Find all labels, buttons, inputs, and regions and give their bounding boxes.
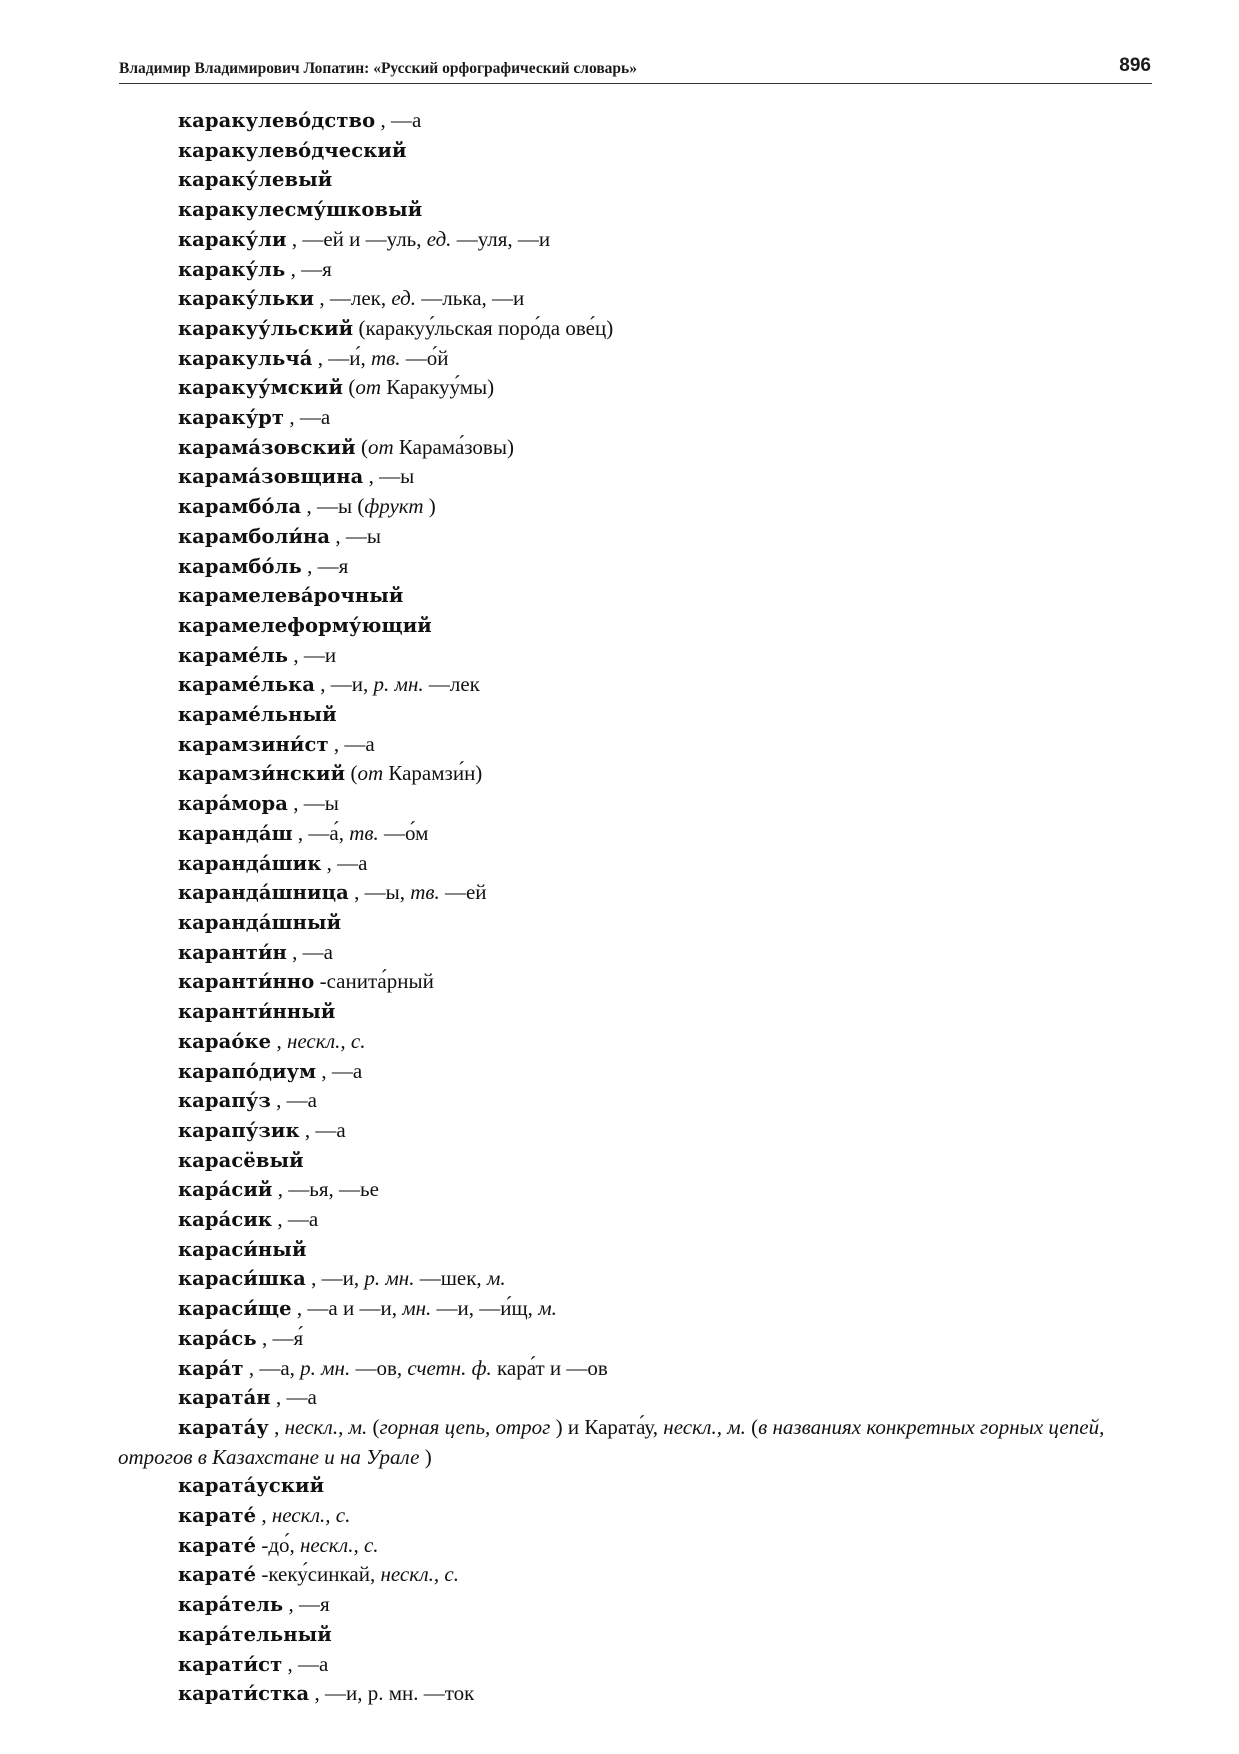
entry-text: —ов, — [350, 1355, 408, 1380]
entry-text: —о́м — [378, 820, 429, 845]
grammar-note: р. мн. — [373, 672, 424, 697]
grammar-note: нескл., с. — [300, 1532, 379, 1557]
entry-text: , —ы ( — [301, 494, 365, 519]
entry-text: , — [271, 1028, 287, 1053]
dictionary-entry — [118, 136, 1152, 166]
headword: кара́т — [178, 1356, 244, 1380]
entry-text: , —ы — [288, 791, 339, 816]
dictionary-entry — [118, 462, 1152, 492]
entry-text: , —ы — [330, 523, 382, 548]
grammar-note: от — [355, 375, 381, 400]
entry-text: , —а и —и, — [291, 1296, 403, 1321]
headword: карате́ — [178, 1504, 257, 1528]
headword: карамелева́рочный — [178, 584, 404, 608]
entry-text: , — [268, 1414, 285, 1439]
dictionary-entry — [118, 849, 1152, 879]
grammar-note: р. мн. — [364, 1266, 415, 1291]
entry-text: ) — [419, 1444, 432, 1469]
headword: карати́ст — [178, 1652, 283, 1676]
headword: кара́сь — [178, 1326, 257, 1350]
header-divider — [119, 83, 1152, 84]
entry-text: , —ы — [363, 464, 415, 489]
entry-text: , —а — [321, 850, 368, 875]
dictionary-entry — [118, 641, 1152, 671]
dictionary-entry — [118, 1620, 1152, 1650]
headword: карамелеформу́ющий — [178, 613, 432, 637]
dictionary-entry — [118, 1471, 1152, 1501]
dictionary-entry — [118, 1057, 1152, 1087]
entry-text: , —я — [283, 1592, 330, 1617]
entry-text: —шек, — [414, 1266, 487, 1291]
headword: карамбо́ла — [178, 495, 302, 519]
headword: карамболи́на — [178, 524, 331, 548]
headword: караси́шка — [178, 1267, 306, 1291]
dictionary-entry — [118, 284, 1152, 314]
headword: каракульча́ — [178, 346, 313, 370]
grammar-note: нескл., с. — [271, 1503, 351, 1528]
entry-text: —лек — [423, 672, 480, 697]
headword: карата́уский — [178, 1474, 325, 1498]
headword: каранда́шница — [178, 881, 349, 905]
dictionary-entry — [118, 1383, 1152, 1413]
dictionary-entry — [118, 1531, 1152, 1561]
headword: каранда́ш — [178, 821, 293, 845]
entry-text: , —а — [270, 1088, 317, 1113]
dictionary-entry — [118, 1086, 1152, 1116]
headword: каракуу́льский — [178, 316, 354, 340]
dictionary-entry — [118, 403, 1152, 433]
entry-text: , —я — [301, 553, 349, 578]
entry-text: Каракуу́мы) — [380, 375, 495, 400]
entry-text: , —а — [272, 1207, 319, 1232]
headword: карапо́диум — [178, 1059, 317, 1083]
dictionary-entry — [118, 997, 1152, 1027]
dictionary-entry — [118, 878, 1152, 908]
headword: кара́мора — [178, 792, 289, 816]
grammar-note: тв. — [410, 880, 440, 905]
entry-text: , —а — [328, 731, 375, 756]
entry-text: ( — [745, 1414, 759, 1439]
entry-text: , — [256, 1503, 272, 1528]
dictionary-entry — [118, 581, 1152, 611]
headword: караси́ный — [178, 1237, 307, 1261]
headword: каранда́шик — [178, 851, 322, 875]
headword: каранти́нно — [178, 970, 315, 994]
headword: карама́зовщина — [178, 465, 364, 489]
dictionary-entry — [118, 1235, 1152, 1265]
dictionary-entry — [118, 522, 1152, 552]
headword: каранти́н — [178, 940, 287, 964]
grammar-note: нескл., с. — [380, 1562, 459, 1587]
grammar-note: нескл., с. — [286, 1028, 366, 1053]
dictionary-entry — [118, 700, 1152, 730]
entry-text: , —а — [282, 1651, 329, 1676]
headword: кара́тельный — [178, 1622, 332, 1646]
grammar-note: ед. — [391, 286, 417, 311]
dictionary-entry — [118, 1501, 1152, 1531]
headword: карасёвый — [178, 1148, 304, 1172]
grammar-note: в названиях конкретных горных цепей, отрогов в Казахстане и на Урале — [118, 1414, 1105, 1469]
dictionary-entry — [118, 225, 1152, 255]
entry-text: ) и Карата́у, — [550, 1414, 664, 1439]
headword: караси́ще — [178, 1297, 292, 1321]
headword: карао́ке — [178, 1029, 272, 1053]
entry-text: ( — [367, 1414, 380, 1439]
entry-text: -кеку́синкай, — [256, 1562, 381, 1587]
grammar-note: р. мн. — [300, 1355, 351, 1380]
dictionary-entry — [118, 611, 1152, 641]
dictionary-entry — [118, 195, 1152, 225]
entry-text: -до́, — [256, 1532, 301, 1557]
entry-text: , —ья, —ье — [272, 1177, 379, 1202]
grammar-note: м. — [538, 1296, 557, 1321]
entry-text: , —я — [285, 256, 332, 281]
page-number: 896 — [1119, 55, 1151, 76]
dictionary-entry — [118, 552, 1152, 582]
dictionary-entry — [118, 344, 1152, 374]
dictionary-entry — [118, 433, 1152, 463]
dictionary-entry — [118, 1264, 1152, 1294]
dictionary-entry — [118, 314, 1152, 344]
headword: кара́сик — [178, 1208, 273, 1232]
headword: карати́стка — [178, 1682, 310, 1706]
dictionary-entry — [118, 1175, 1152, 1205]
entry-text: -санита́рный — [314, 969, 434, 994]
dictionary-entry — [118, 1027, 1152, 1057]
headword: карамбо́ль — [178, 554, 302, 578]
grammar-note: горная цепь, отрог — [379, 1414, 551, 1439]
dictionary-entry — [118, 1560, 1152, 1590]
entry-text: —и, —и́щ, — [431, 1296, 539, 1321]
entry-text: (каракуу́льская поро́да ове́ц) — [353, 315, 614, 340]
dictionary-entry — [118, 819, 1152, 849]
headword: каракуу́мский — [178, 376, 344, 400]
dictionary-entry — [118, 670, 1152, 700]
entry-text: , —я́ — [256, 1325, 304, 1350]
dictionary-entry — [118, 908, 1152, 938]
grammar-note: от — [368, 434, 394, 459]
headword: кара́сий — [178, 1178, 273, 1202]
entry-text: Карамзи́н) — [383, 761, 483, 786]
headword: карaку́ль — [178, 257, 286, 281]
headword: карамзи́нский — [178, 762, 346, 786]
entry-text: , —и, — [315, 672, 374, 697]
dictionary-entries — [118, 106, 1152, 1709]
entry-text: , —ы, — [348, 880, 411, 905]
dictionary-entry — [118, 1413, 1152, 1471]
entry-text: , —лек, — [314, 286, 392, 311]
headword: карата́у — [178, 1415, 269, 1439]
grammar-note: нескл., м. — [663, 1414, 746, 1439]
entry-text: , —и — [288, 642, 337, 667]
entry-text: —лька, —и — [416, 286, 525, 311]
entry-text: , —а — [299, 1117, 346, 1142]
entry-text: —уля, —и — [451, 226, 551, 251]
entry-text: кара́т и —ов — [491, 1355, 608, 1380]
entry-text: , —а — [270, 1385, 317, 1410]
dictionary-entry — [118, 789, 1152, 819]
headword: карата́н — [178, 1386, 271, 1410]
entry-text: , —и́, — [312, 345, 371, 370]
entry-text: ) — [423, 494, 436, 519]
grammar-note: нескл., м. — [284, 1414, 368, 1439]
entry-text: ( — [343, 375, 356, 400]
headword: каракулесму́шковый — [178, 198, 423, 222]
dictionary-entry — [118, 1679, 1152, 1709]
entry-text: , —а — [286, 939, 333, 964]
entry-text: , —ей и —уль, — [286, 226, 427, 251]
grammar-note: тв. — [370, 345, 401, 370]
entry-text: , —а, — [243, 1355, 301, 1380]
entry-text: —о́й — [400, 345, 449, 370]
dictionary-entry — [118, 1324, 1152, 1354]
running-header-title: Владимир Владимирович Лопатин: «Русский орфографический словарь» — [119, 60, 638, 77]
entry-text: Карама́зовы) — [393, 434, 514, 459]
entry-text: , —и, — [305, 1266, 365, 1291]
headword: карaку́рт — [178, 406, 285, 430]
headword: карапу́з — [178, 1089, 271, 1113]
entry-text: , —а — [316, 1058, 363, 1083]
dictionary-entry — [118, 938, 1152, 968]
headword: каранти́нный — [178, 1000, 336, 1024]
dictionary-entry — [118, 492, 1152, 522]
headword: карате́ — [178, 1533, 257, 1557]
dictionary-entry — [118, 1294, 1152, 1324]
dictionary-entry — [118, 1354, 1152, 1384]
entry-text: , —а — [284, 405, 331, 430]
dictionary-entry — [118, 1590, 1152, 1620]
grammar-note: тв. — [349, 820, 379, 845]
dictionary-entry — [118, 1650, 1152, 1680]
dictionary-entry — [118, 165, 1152, 195]
headword: карате́ — [178, 1563, 257, 1587]
headword: караме́льный — [178, 703, 337, 727]
dictionary-entry — [118, 730, 1152, 760]
grammar-note: ед. — [426, 226, 452, 251]
headword: карaку́ли — [178, 227, 287, 251]
grammar-note: от — [357, 761, 384, 786]
grammar-note: мн. — [402, 1296, 432, 1321]
dictionary-entry — [118, 1116, 1152, 1146]
headword: караме́ль — [178, 643, 289, 667]
dictionary-entry — [118, 967, 1152, 997]
headword: карaку́левый — [178, 168, 333, 192]
headword: каранда́шный — [178, 910, 342, 934]
headword: караме́лька — [178, 673, 316, 697]
dictionary-entry — [118, 106, 1152, 136]
entry-text: , —а — [375, 108, 422, 132]
dictionary-entry — [118, 1146, 1152, 1176]
grammar-note: м. — [486, 1266, 506, 1291]
headword: каракулево́дство — [178, 109, 376, 132]
entry-text: ( — [355, 434, 368, 459]
grammar-note: фрукт — [364, 494, 424, 519]
dictionary-entry — [118, 255, 1152, 285]
grammar-note: счетн. ф. — [407, 1355, 492, 1380]
dictionary-entry — [118, 373, 1152, 403]
headword: каракулево́дческий — [178, 138, 407, 162]
entry-text: ( — [345, 761, 358, 786]
entry-text: , —а́, — [292, 820, 350, 845]
dictionary-entry — [118, 1205, 1152, 1235]
entry-text: , —и, р. мн. —ток — [309, 1681, 475, 1706]
headword: карaку́льки — [178, 287, 315, 311]
headword: карамзини́ст — [178, 732, 329, 756]
entry-text: —ей — [439, 880, 487, 905]
headword: кара́тель — [178, 1593, 284, 1617]
dictionary-entry — [118, 759, 1152, 789]
headword: карама́зовский — [178, 435, 356, 459]
headword: карапу́зик — [178, 1118, 300, 1142]
